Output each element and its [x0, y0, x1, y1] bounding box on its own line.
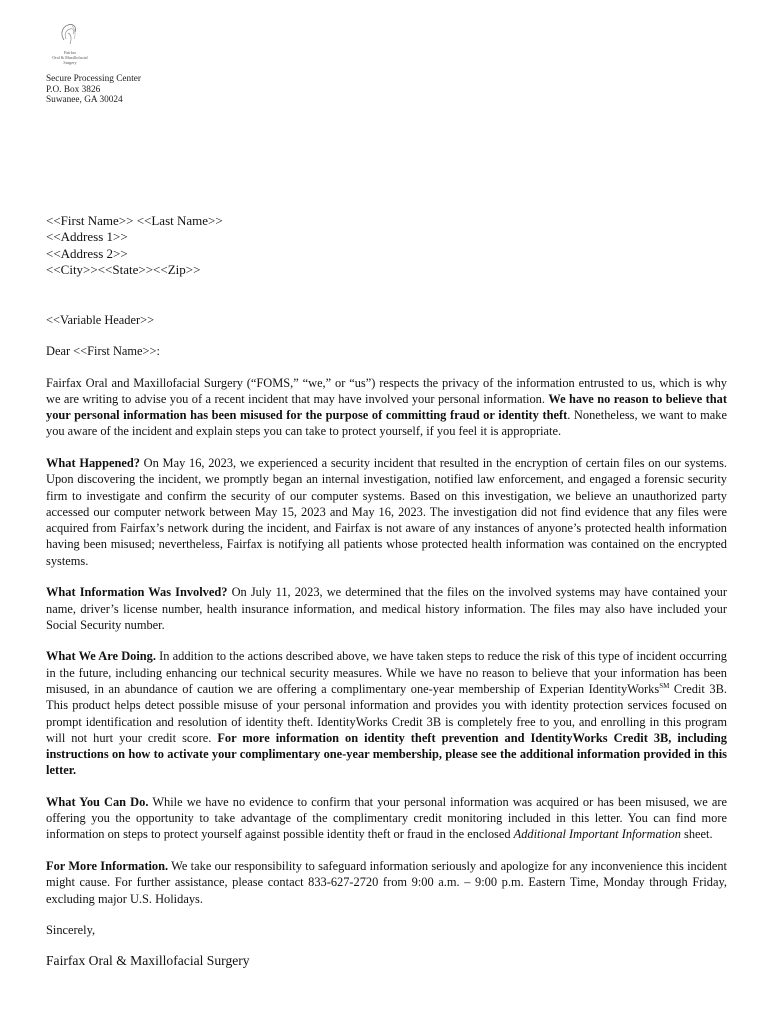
more-information-heading: For More Information. [46, 858, 169, 873]
what-we-are-doing-heading: What We Are Doing. [46, 649, 156, 664]
logo-text-line3: Surgery [63, 60, 77, 65]
return-address-line3: Suwanee, GA 30024 [46, 95, 123, 106]
what-we-are-doing-bold-text: For more information on identity theft prevention and IdentityWorks Credit 3B, including instructions on how to activate your complimentary one-year membership, please see the additional information provided in this letter. [46, 730, 727, 778]
tooth-swirl-logo-icon [46, 22, 94, 50]
more-information-text: We take our responsibility to safeguard information seriously and apologize for any inconvenience this incident might cause. For further assistance, please contact 833-627-2720 from 9:00 a.m. – 9:00 p.m. Eastern Time, Monday through Friday, excluding major U.S. Holidays. [46, 858, 727, 906]
logo-text-line2: Oral & Maxillofacial [52, 55, 88, 60]
recipient-name: <<First Name>> <<Last Name>> [46, 213, 223, 228]
what-happened-text: On May 16, 2023, we experienced a security incident that resulted in the encryption of certain files on our systems. Upon discovering the incident, we promptly began an internal investigation, notified law enforcement, and engaged a forensic security firm to investigate and confirm the security of our computer systems. Based on this investigation, we believe an unauthorized party accessed our computer network between May 15, 2023 and May 16, 2023. The investigation did not find evidence that any files were acquired from Fairfax’s network during the incident, and Fairfax is not aware of any instances of anyone’s protected health information having been misused; nevertheless, Fairfax is notifying all patients whose protected health information was contained on the encrypted systems. [46, 455, 727, 568]
closing: Sincerely, [46, 923, 96, 938]
what-we-are-doing-paragraph [46, 648, 727, 778]
what-happened-paragraph [46, 455, 727, 569]
what-you-can-do-text-end: sheet. [680, 827, 713, 842]
what-we-are-doing-text-2: Credit 3B. This product helps detect possible misuse of your personal information and provides you with identity protection services focused on prompt identification and resolution of identity theft. IdentityWorks Credit 3B is completely free to you, and enrolling in this program will not hurt your credit score. [46, 681, 727, 745]
return-address-line2: P.O. Box 3826 [46, 84, 101, 95]
what-you-can-do-heading: What You Can Do. [46, 794, 149, 809]
signature: Fairfax Oral & Maxillofacial Surgery [46, 953, 250, 969]
what-information-heading: What Information Was Involved? [46, 585, 228, 600]
what-you-can-do-paragraph [46, 794, 727, 843]
what-you-can-do-text: While we have no evidence to confirm that your personal information was acquired or has been misused, we are offering you the opportunity to take advantage of the complimentary credit monitoring included in this letter. You can find more information on steps to protect yourself against possible identity theft or fraud in the enclosed [46, 794, 727, 842]
recipient-city-state-zip: <<City>><<State>><<Zip>> [46, 261, 201, 277]
logo-text [42, 50, 98, 65]
additional-info-sheet-title: Additional Important Information [513, 827, 681, 842]
recipient-address [46, 213, 223, 278]
intro-text: Fairfax Oral and Maxillofacial Surgery (“FOMS,” “we,” or “us”) respects the privacy of the information entrusted to us, which is why we are writing to advise you of a recent incident that may have involved your personal information. [46, 375, 727, 406]
variable-header: <<Variable Header>> [46, 313, 155, 327]
return-address [46, 74, 141, 106]
return-address-line1: Secure Processing Center [46, 74, 142, 84]
salutation: Dear <<First Name>>: [46, 344, 160, 359]
what-information-paragraph [46, 584, 727, 633]
recipient-address1: <<Address 1>> [46, 229, 128, 245]
service-mark: SM [659, 681, 670, 690]
what-we-are-doing-text: In addition to the actions described above, we have taken steps to reduce the risk of this type of incident occurring in the future, including enhancing our technical security measures. While we have no reason to believe that your information has been misused, in an abundance of caution we are offering a complimentary one-year membership of Experian IdentityWorks [46, 649, 728, 696]
more-information-paragraph [46, 858, 727, 907]
logo-text-line1: Fairfax [63, 50, 77, 55]
what-happened-heading: What Happened? [46, 455, 140, 470]
intro-text-end: . Nonetheless, we want to make you aware of the incident and explain steps you can take to protect yourself, if you feel it is appropriate. [46, 408, 727, 439]
what-information-text: On July 11, 2023, we determined that the files on the involved systems may have contained your name, driver’s license number, health insurance information, and medical history information. The files may also have included your Social Security number. [46, 585, 727, 632]
intro-bold-text: We have no reason to believe that your personal information has been misused for the purpose of committing fraud or identity theft [46, 391, 727, 423]
intro-paragraph [46, 375, 727, 440]
letter-body [46, 312, 727, 970]
recipient-address2: <<Address 2>> [46, 245, 128, 261]
